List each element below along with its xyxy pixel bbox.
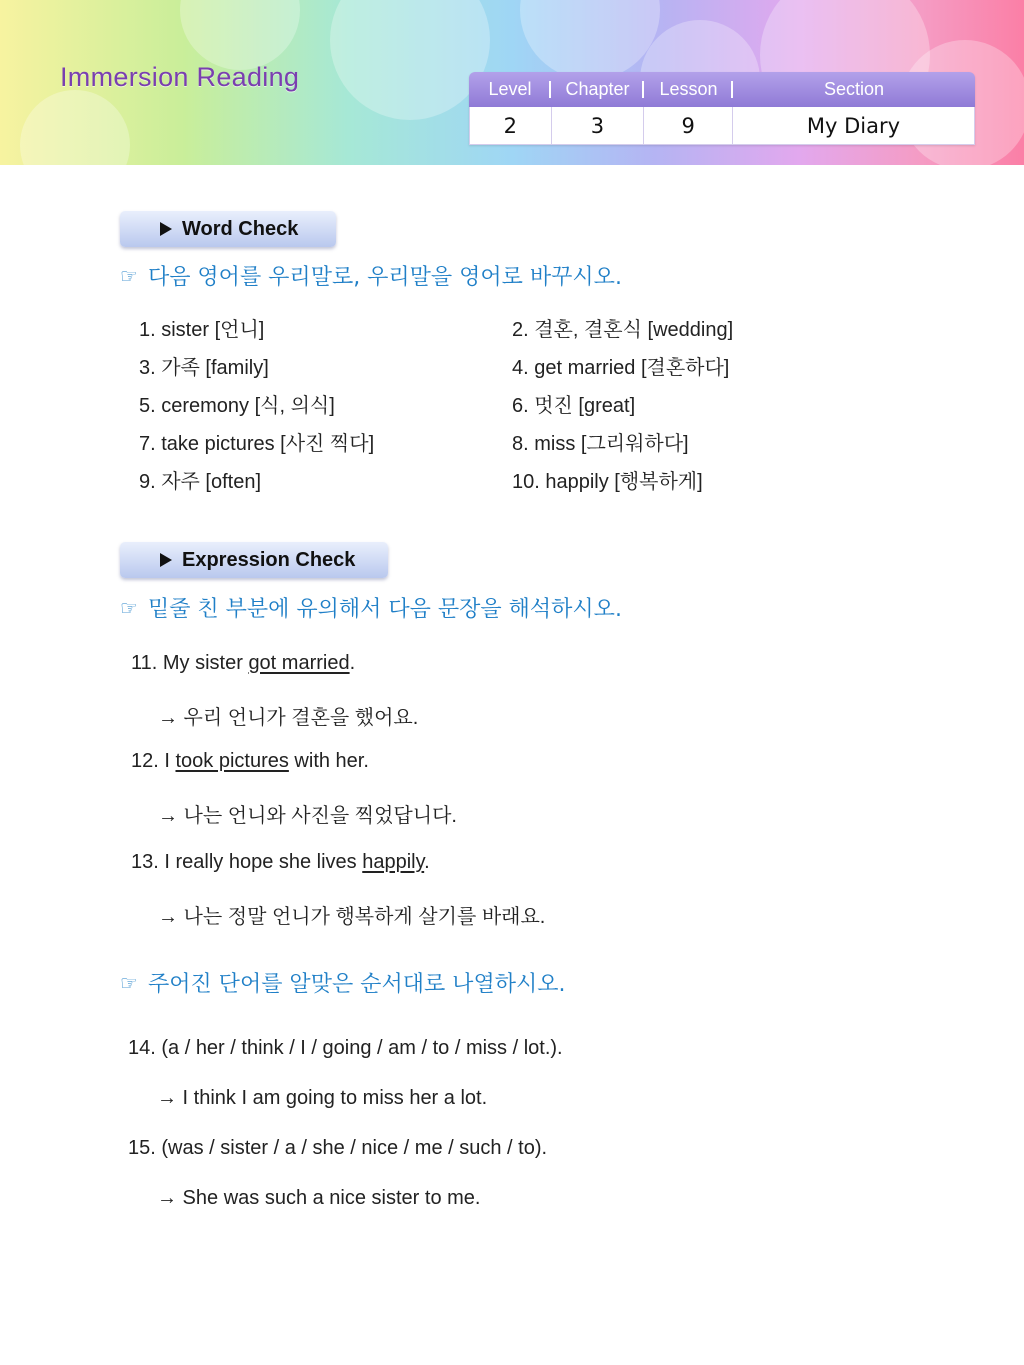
ordering-question: 15. (was / sister / a / she / nice / me / such / to). <box>128 1137 548 1159</box>
level-header: Level <box>469 72 551 107</box>
brand-title: Immersion Reading <box>60 62 300 92</box>
word-item: 7. take pictures [사진 찍다] <box>139 433 375 455</box>
expression-answer: → 우리 언니가 결혼을 했어요. <box>158 707 419 729</box>
underlined-phrase: got married <box>248 652 350 674</box>
header-banner <box>0 0 1024 165</box>
decor-bubble <box>330 0 490 120</box>
decor-bubble <box>20 90 130 165</box>
expression-check-instruction <box>120 592 622 623</box>
lesson-info-table <box>469 72 975 145</box>
ordering-answer: → She was such a nice sister to me. <box>157 1187 481 1209</box>
pointing-hand-icon: ☞ <box>120 263 138 288</box>
decor-bubble <box>180 0 300 70</box>
word-item: 8. miss [그리워하다] <box>512 433 689 455</box>
lesson-info-header <box>469 72 975 107</box>
expression-sentence: 11. My sister got married. <box>131 652 356 674</box>
word-item: 4. get married [결혼하다] <box>512 357 730 379</box>
word-item: 2. 결혼, 결혼식 [wedding] <box>512 319 734 341</box>
expression-answer: → 나는 언니와 사진을 찍었답니다. <box>158 805 457 827</box>
play-triangle-icon <box>160 222 172 236</box>
underlined-phrase: took pictures <box>175 750 289 772</box>
decor-bubble <box>520 0 660 80</box>
instruction-text: 주어진 단어를 알맞은 순서대로 나열하시오. <box>147 972 566 997</box>
underlined-phrase: happily <box>362 851 425 873</box>
lesson-header: Lesson <box>644 72 733 107</box>
word-item: 1. sister [언니] <box>139 319 265 341</box>
chapter-header: Chapter <box>551 72 644 107</box>
section-value: My Diary <box>806 113 901 138</box>
expression-answer: → 나는 정말 언니가 행복하게 살기를 바래요. <box>158 906 546 928</box>
chapter-value: 3 <box>552 107 645 144</box>
lesson-value: 9 <box>644 107 733 144</box>
ordering-instruction <box>120 967 565 998</box>
pointing-hand-icon: ☞ <box>120 595 138 620</box>
ordering-answer: → I think I am going to miss her a lot. <box>157 1087 488 1109</box>
section-header: Section <box>823 79 885 99</box>
word-item: 10. happily [행복하게] <box>512 471 703 493</box>
pointing-hand-icon: ☞ <box>120 970 138 995</box>
expression-check-tag: Expression Check <box>120 542 388 578</box>
word-check-instruction <box>120 260 622 291</box>
level-value: 2 <box>470 107 552 144</box>
word-item: 5. ceremony [식, 의식] <box>139 395 335 417</box>
expression-sentence: 13. I really hope she lives happily. <box>131 851 430 873</box>
ordering-question: 14. (a / her / think / I / going / am / to / miss / lot.). <box>128 1037 563 1059</box>
word-item: 9. 자주 [often] <box>139 471 262 493</box>
instruction-text: 밑줄 친 부분에 유의해서 다음 문장을 해석하시오. <box>147 597 622 622</box>
expression-sentence: 12. I took pictures with her. <box>131 750 369 772</box>
lesson-info-values <box>469 107 975 145</box>
play-triangle-icon <box>160 553 172 567</box>
instruction-text: 다음 영어를 우리말로, 우리말을 영어로 바꾸시오. <box>147 265 622 290</box>
word-item: 6. 멋진 [great] <box>512 395 636 417</box>
word-item: 3. 가족 [family] <box>139 357 269 379</box>
word-check-tag: Word Check <box>120 211 336 247</box>
